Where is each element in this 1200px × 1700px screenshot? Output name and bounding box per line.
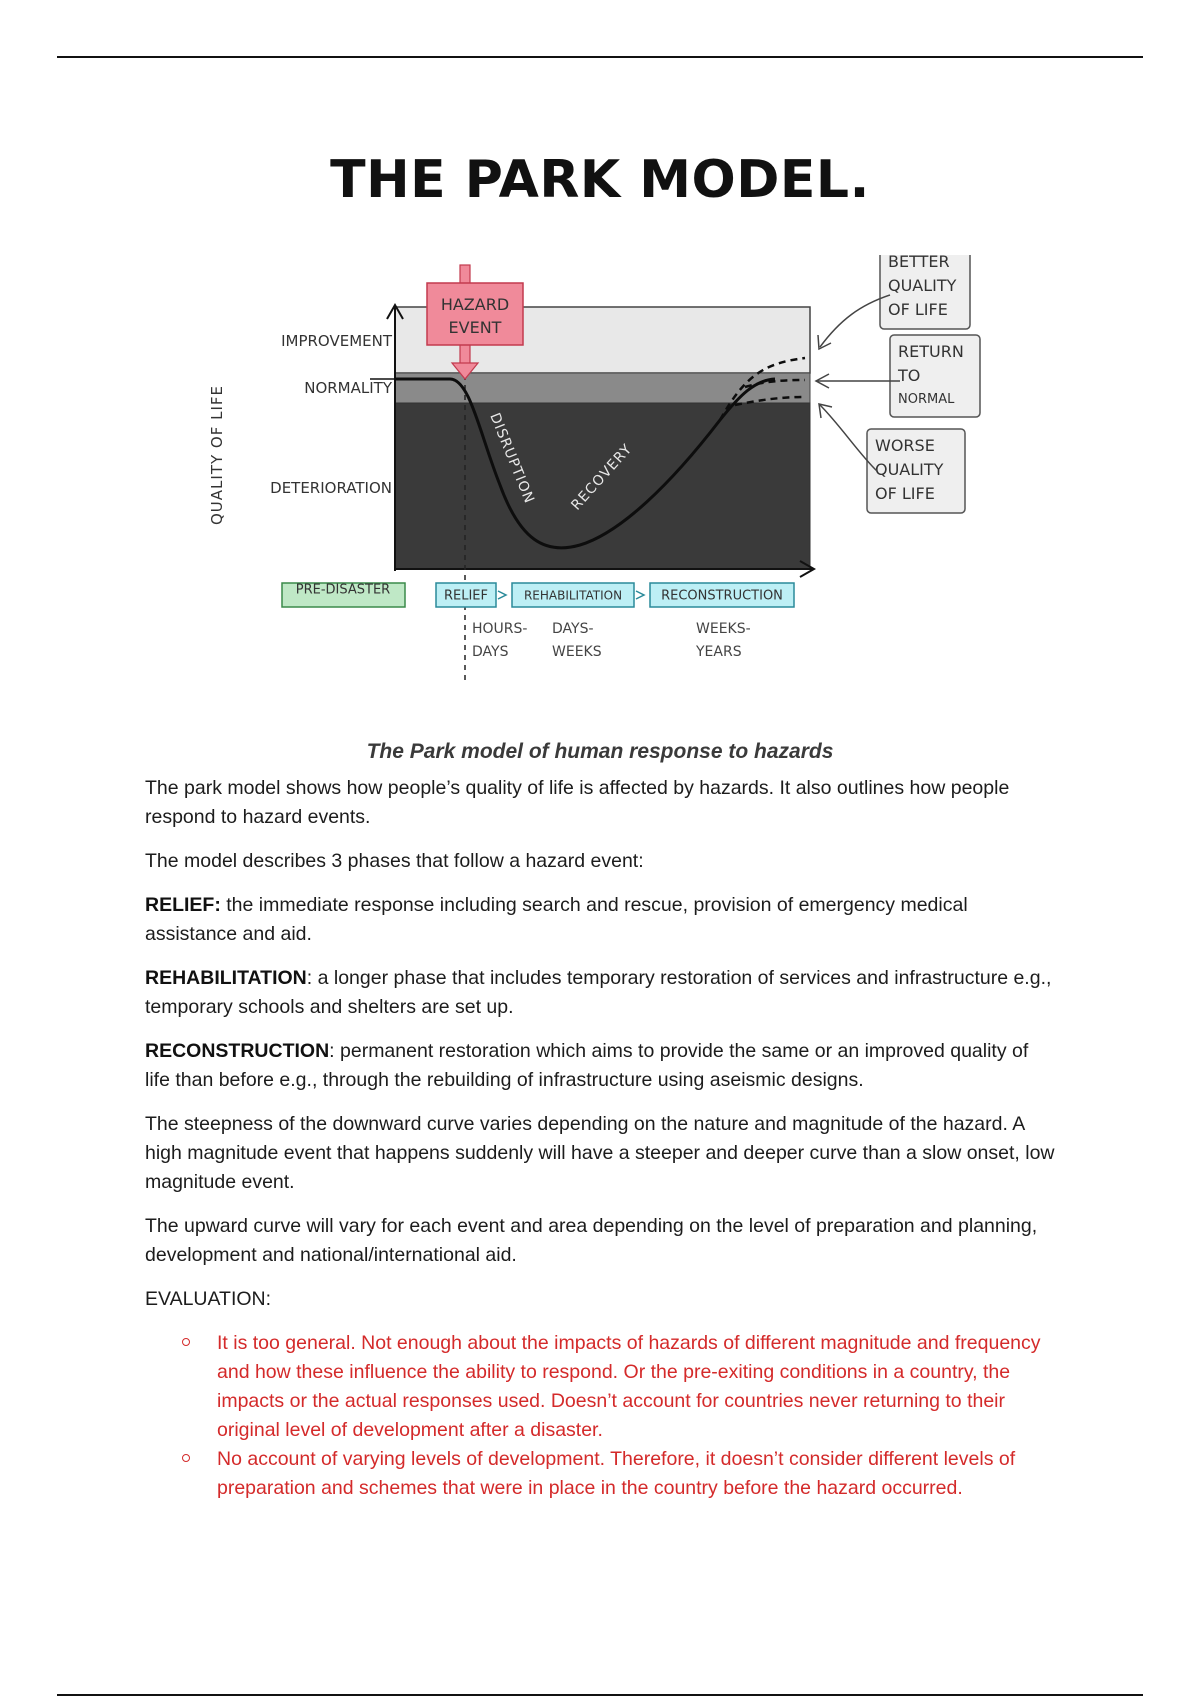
- bullet-icon: [182, 1454, 190, 1462]
- duration-relief-line-1: HOURS-: [472, 621, 528, 637]
- top-rule: [57, 56, 1143, 58]
- hazard-event-line-1: HAZARD: [440, 295, 510, 314]
- hazard-event-line-2: EVENT: [448, 318, 502, 337]
- level-label-normality: NORMALITY: [304, 379, 392, 397]
- phase-label-pre-disaster: PRE-DISASTER: [295, 582, 391, 598]
- relief-paragraph: [145, 891, 1055, 949]
- document-body: [145, 774, 1055, 1503]
- outcome-better-line-3: OF LIFE: [888, 300, 948, 319]
- evaluation-list: [145, 1329, 1055, 1503]
- phase-label-relief: RELIEF: [443, 588, 489, 604]
- duration-recon-line-2: YEARS: [696, 644, 742, 660]
- recovery-label: RECOVERY: [568, 441, 636, 514]
- duration-rehab-line-1: DAYS-: [552, 621, 594, 637]
- rehabilitation-text: : a longer phase that includes temporary restoration of services and infrastructure e.g., temporary schools and shelters are set up.: [145, 967, 1052, 1018]
- level-label-deterioration: DETERIORATION: [270, 479, 392, 497]
- evaluation-item: [217, 1329, 1055, 1445]
- steepness-paragraph: The steepness of the downward curve varies depending on the nature and magnitude of the hazard. A high magnitude event that happens suddenly will have a steeper and deeper curve than a slow onset, low magnitude event.: [145, 1113, 1055, 1193]
- phase-arrow-1: [498, 591, 506, 599]
- outcome-normal-line-1: RETURN: [898, 342, 964, 361]
- relief-term: RELIEF:: [145, 894, 221, 916]
- duration-rehab-line-2: WEEKS: [552, 644, 602, 660]
- reconstruction-paragraph: [145, 1037, 1055, 1095]
- rehabilitation-term: REHABILITATION: [145, 967, 307, 989]
- phase-label-rehabilitation: REHABILITATION: [523, 588, 623, 603]
- intro-paragraph: The park model shows how people’s quality of life is affected by hazards. It also outlines how people respond to hazard events.: [145, 777, 1010, 828]
- park-model-diagram: [200, 255, 1000, 695]
- reconstruction-text: : permanent restoration which aims to provide the same or an improved quality of life than before e.g., through the rebuilding of infrastructure using aseismic designs.: [145, 1040, 1029, 1091]
- level-label-improvement: IMPROVEMENT: [281, 332, 392, 350]
- phase-arrow-2: [636, 591, 644, 599]
- disruption-label: DISRUPTION: [486, 410, 538, 507]
- outcome-better-line-2: QUALITY: [888, 276, 957, 295]
- y-axis-label: QUALITY OF LIFE: [208, 384, 226, 526]
- duration-relief-line-2: DAYS: [472, 644, 509, 660]
- outcome-worse-line-1: WORSE: [875, 436, 935, 455]
- park-model-svg: [200, 255, 1000, 695]
- outcome-better-line-1: BETTER: [888, 255, 950, 271]
- phases-intro-paragraph: The model describes 3 phases that follow a hazard event:: [145, 850, 644, 872]
- rehabilitation-paragraph: [145, 964, 1055, 1022]
- normality-band: [395, 373, 810, 403]
- outcome-worse-line-2: QUALITY: [875, 460, 944, 479]
- relief-text: the immediate response including search and rescue, provision of emergency medical assistance and aid.: [145, 894, 968, 945]
- reconstruction-term: RECONSTRUCTION: [145, 1040, 330, 1062]
- outcome-normal-line-2: TO: [898, 366, 921, 385]
- bottom-rule: [57, 1694, 1143, 1696]
- evaluation-item-text: It is too general. Not enough about the impacts of hazards of different magnitude and frequency and how these influence the ability to respond. Or the pre-exiting conditions in a country, the impacts or the actual responses used. Doesn’t account for countries never returning to their original level of development after a disaster.: [217, 1332, 1041, 1441]
- duration-recon-line-1: WEEKS-: [696, 621, 751, 637]
- phase-label-reconstruction: RECONSTRUCTION: [661, 588, 783, 604]
- upward-paragraph: The upward curve will vary for each event and area depending on the level of preparation and planning, development and national/international aid.: [145, 1215, 1038, 1266]
- bullet-icon: [182, 1338, 190, 1346]
- evaluation-item: [217, 1445, 1055, 1503]
- page-title: THE PARK MODEL.: [330, 150, 870, 210]
- evaluation-item-text: No account of varying levels of development. Therefore, it doesn’t consider different levels of preparation and schemes that were in place in the country before the hazard occurred.: [217, 1448, 1016, 1499]
- figure-caption: The Park model of human response to hazards: [366, 740, 834, 763]
- outcome-normal-line-3: NORMAL: [898, 392, 955, 407]
- outcome-worse-line-3: OF LIFE: [875, 484, 935, 503]
- evaluation-heading: EVALUATION:: [145, 1288, 272, 1310]
